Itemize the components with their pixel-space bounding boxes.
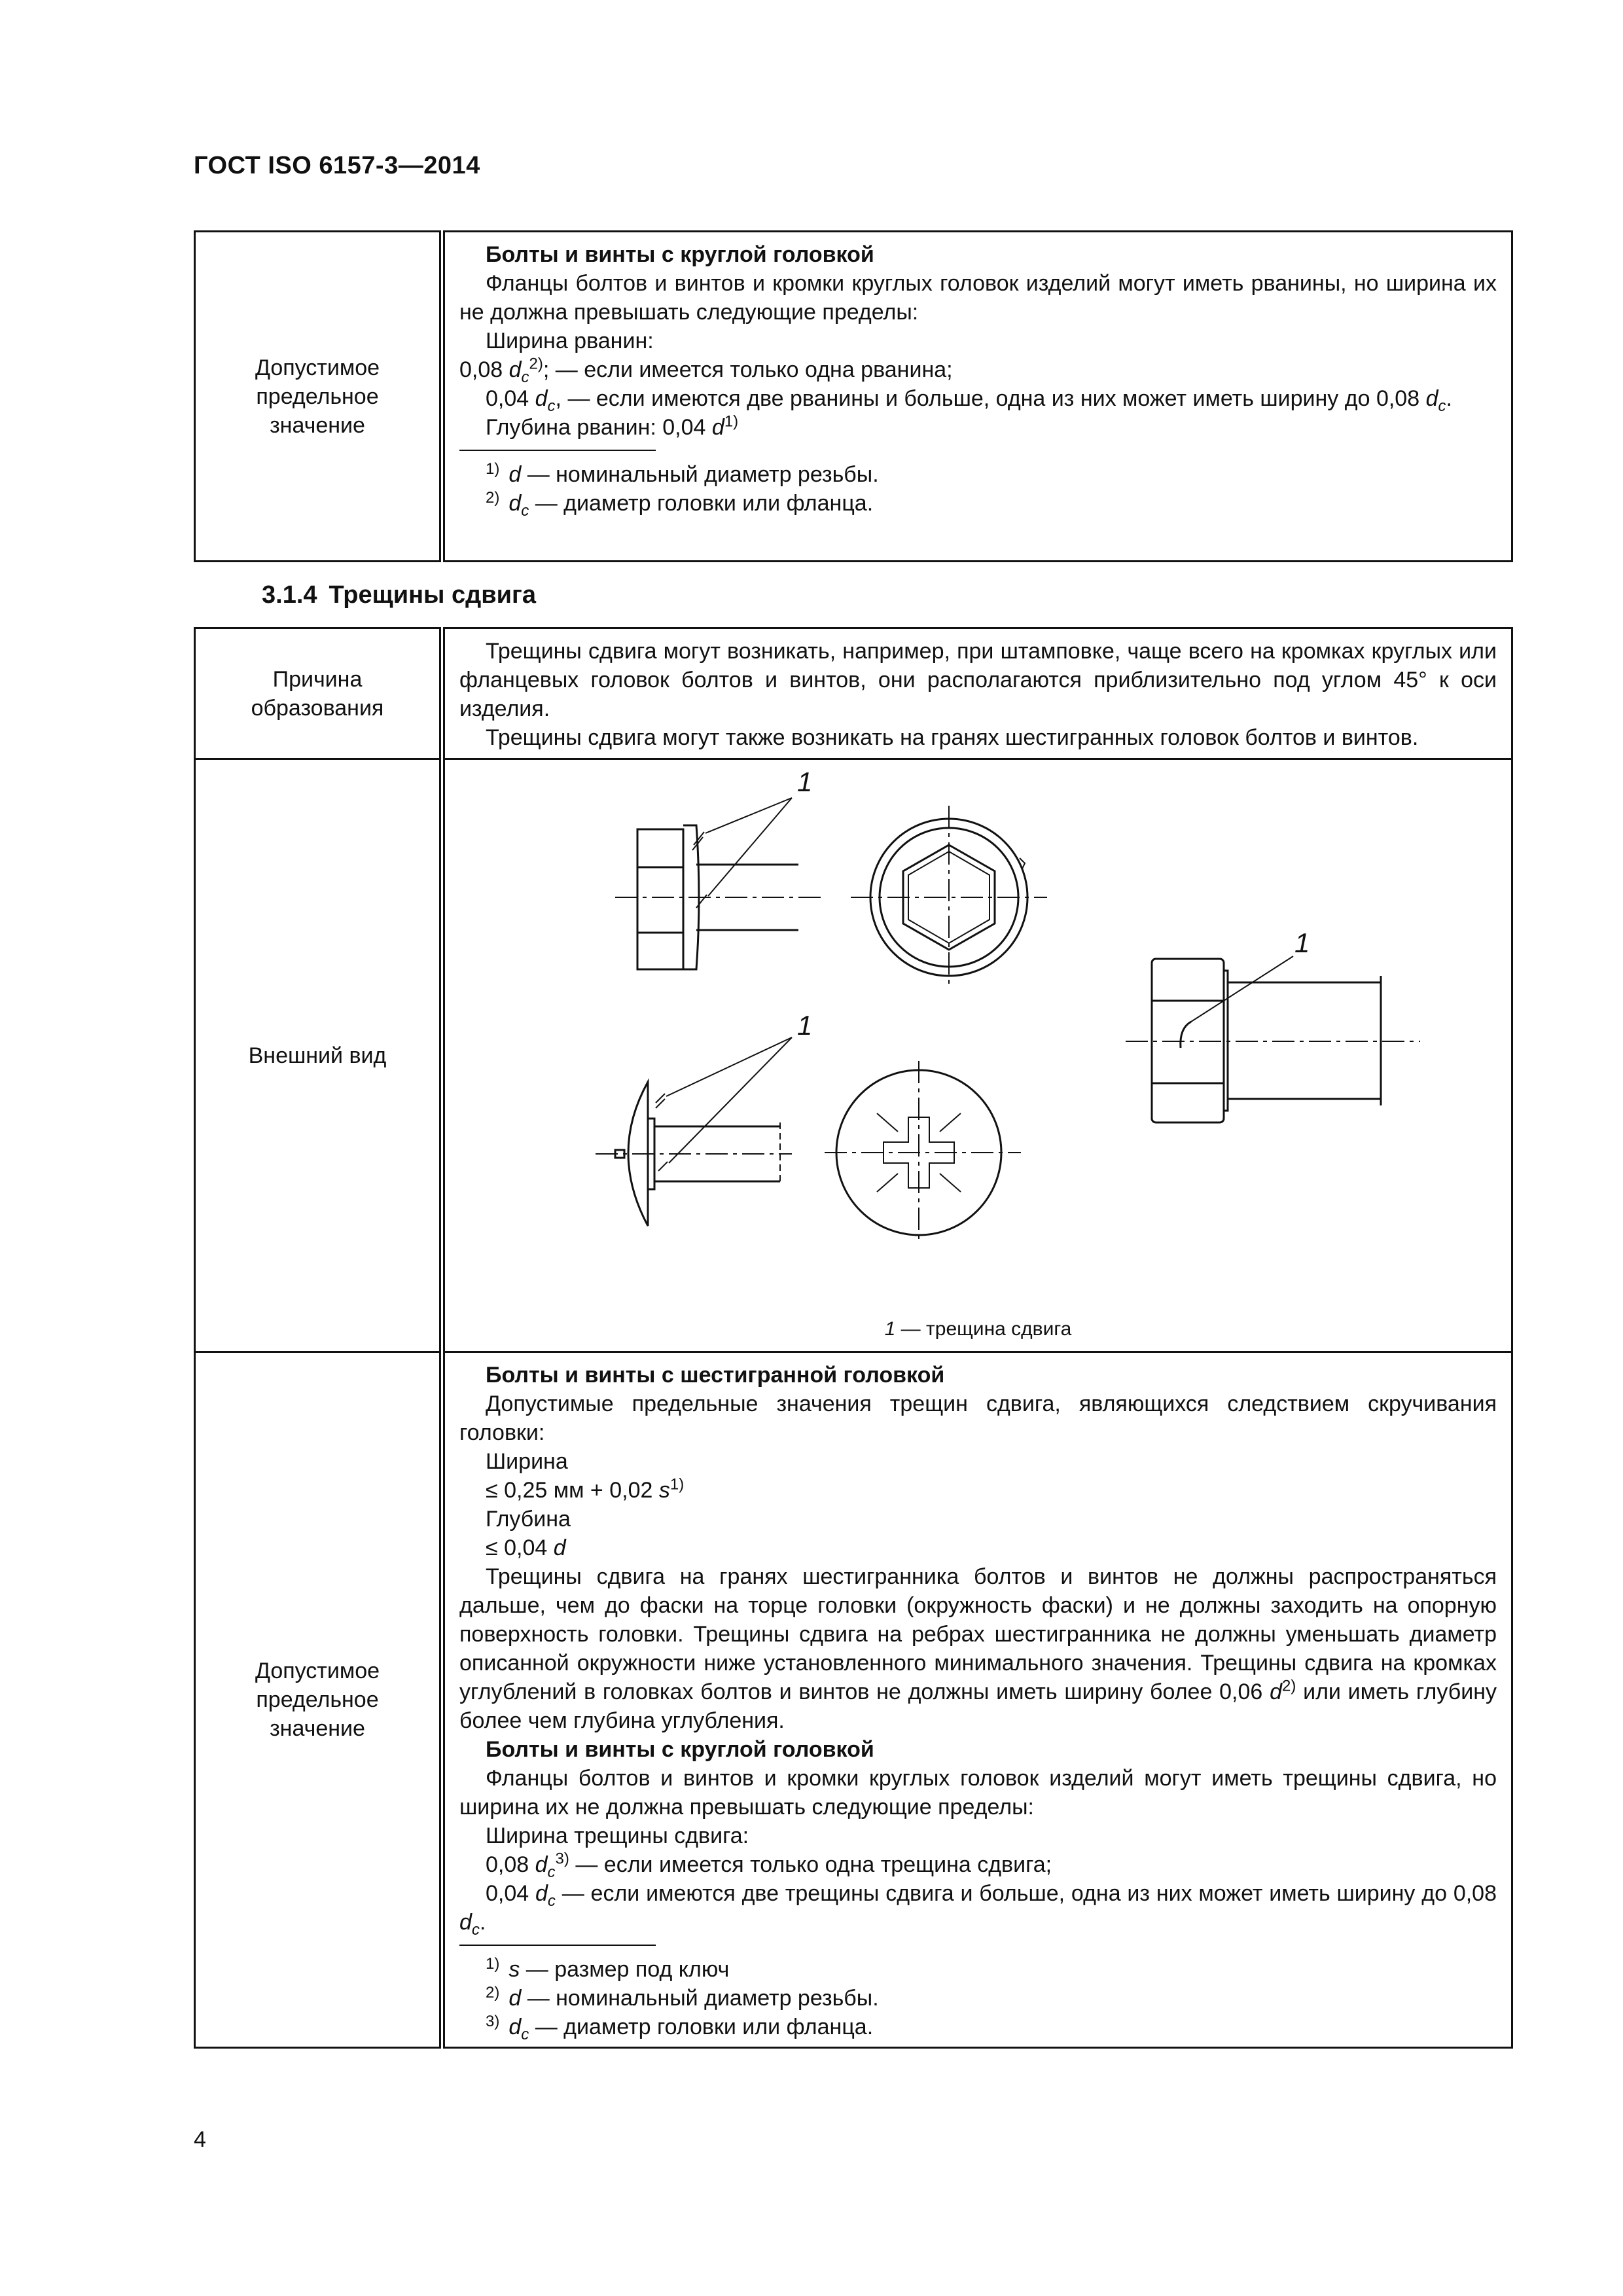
row-label-limit: Допустимое предельное значение [195, 232, 442, 562]
row-label-limit: Допустимое предельное значение [195, 1352, 442, 2048]
limit-line: 0,04 $d_c$, — если имеются две рванины и больше, одна из них может иметь ширину до 0,08 $d_c$. [486, 386, 1452, 415]
depth-label: Глубина [486, 1507, 571, 1532]
width-label: Ширина трещины сдвига: [486, 1823, 749, 1848]
table-row [195, 232, 1512, 562]
section-name: Трещины сдвига [329, 581, 536, 609]
width-value: ≤ 0,25 мм + 0,02 $s^{1)}$ [486, 1475, 685, 1503]
limit-content [442, 1352, 1512, 2048]
flange-bolt-top-view [851, 806, 1047, 989]
section-title [262, 581, 536, 609]
paragraph: Трещины сдвига могут также возникать на гранях шестигранных головок болтов и винтов. [486, 725, 1419, 750]
figure [445, 760, 1511, 1349]
footnote: $^{3)}$ $d_c$ — диаметр головки или фланца. [486, 2012, 874, 2043]
footnote-divider [459, 450, 656, 451]
table-row [195, 759, 1512, 1352]
row-label-appearance: Внешний вид [195, 759, 442, 1352]
callout-label: 1 [1294, 927, 1310, 958]
footnote: $^{1)}$ d — номинальный диаметр резьбы. [486, 459, 879, 487]
figure-cell [442, 759, 1512, 1352]
width-label: Ширина [486, 1449, 568, 1474]
flange-bolt-side-view [615, 798, 825, 969]
section-number: 3.1.4 [262, 581, 317, 609]
figure-caption: 1 — трещина сдвига [884, 1318, 1072, 1340]
round-head-screw-side-view [596, 1037, 792, 1226]
subheading-round-head: Болты и винты с круглой головкой [486, 242, 874, 267]
limit-content [442, 232, 1512, 562]
footnote: $^{2)}$ $d_c$ — диаметр головки или фланца. [486, 488, 874, 520]
footnote: $^{1)}$ s — размер под ключ [486, 1954, 730, 1982]
table-shear-cracks [194, 627, 1513, 2049]
callout-label: 1 [797, 766, 813, 797]
paragraph: Допустимые предельные значения трещин сдвига, являющихся следствием скручивания головки: [459, 1391, 1497, 1445]
callout-label: 1 [797, 1010, 813, 1041]
depth-value: ≤ 0,04 d [486, 1535, 566, 1560]
paragraph: Трещины сдвига могут возникать, например, при штамповке, чаще всего на кромках круглых или фланцевых головок болтов и винтов, они располагаются приблизительно под углом 45° к оси изделия. [459, 639, 1497, 721]
paragraph: Трещины сдвига на гранях шестигранника болтов и винтов не должны распространяться дальше, чем до фаски на торце головки (окружность фаски) и не должны заходить на опорную поверхность головки. Трещины сдвига на ребрах шестигранника не должны уменьшать диаметр описанной окружности ниже установленного минимального значения. Трещины сдвига на кромках углублений в головках болтов и винтов не должны иметь ширину более 0,06 $d^{2)}$ или иметь глубину более чем глубина углубления. [459, 1564, 1497, 1733]
page-number: 4 [194, 2127, 206, 2152]
hex-bolt-side-view [1126, 956, 1420, 1122]
shear-crack-drawing [445, 760, 1531, 1323]
subheading-round-head: Болты и винты с круглой головкой [486, 1737, 874, 1762]
footnote: $^{2)}$ d — номинальный диаметр резьбы. [486, 1983, 879, 2011]
footnote-divider [459, 1945, 656, 1946]
table-row [195, 628, 1512, 759]
document-header: ГОСТ ISO 6157-3—2014 [194, 152, 480, 179]
subheading-hex-head: Болты и винты с шестигранной головкой [486, 1363, 945, 1388]
cause-content [442, 628, 1512, 759]
limit-line: 0,08 $d_c^{3)}$ — если имеется только одна трещина сдвига; [486, 1850, 1052, 1881]
paragraph: Фланцы болтов и винтов и кромки круглых головок изделий могут иметь рванины, но ширина их не должна превышать следующие пределы: [459, 271, 1497, 325]
limit-line: 0,08 $d_c^{2)}$; — если имеется только одна рванина; [459, 355, 953, 386]
depth-line: Глубина рванин: 0,04 $d^{1)}$ [486, 412, 739, 440]
row-label-cause: Причина образования [195, 628, 442, 759]
limit-line: 0,04 $d_c$ — если имеются две трещины сдвига и больше, одна из них может иметь ширину до 0,08 $d_c$. [459, 1881, 1497, 1939]
round-head-screw-top-view [825, 1061, 1021, 1244]
table-tears [194, 230, 1513, 562]
table-row [195, 1352, 1512, 2048]
width-label: Ширина рванин: [486, 329, 654, 353]
paragraph: Фланцы болтов и винтов и кромки круглых головок изделий могут иметь трещины сдвига, но ширина их не должна превышать следующие пределы: [459, 1766, 1497, 1820]
